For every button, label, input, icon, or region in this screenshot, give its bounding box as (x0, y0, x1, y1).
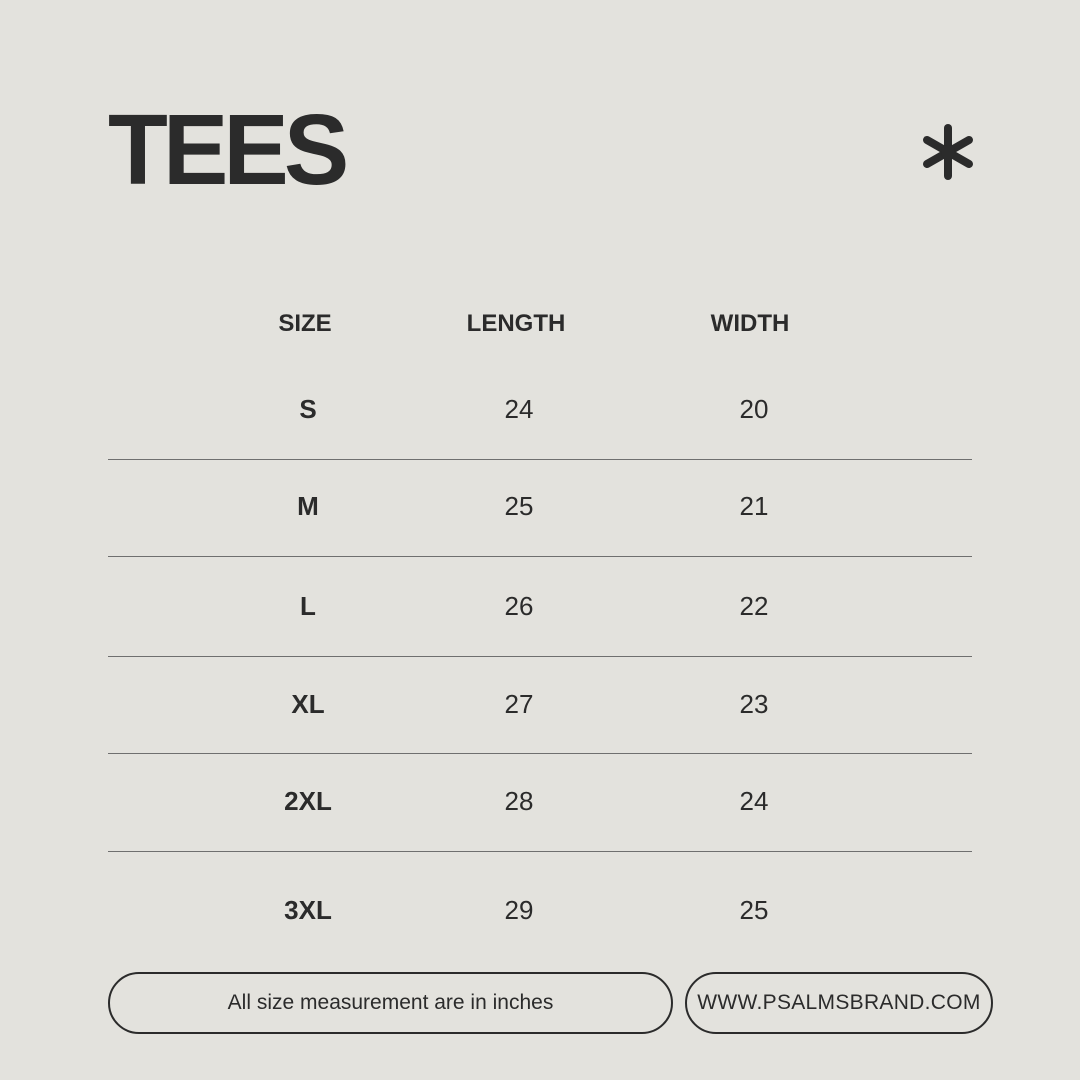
header-width: WIDTH (710, 310, 790, 337)
size-cell: M (297, 491, 319, 521)
row-divider (108, 753, 972, 754)
width-cell: 21 (739, 491, 769, 521)
size-cell: 3XL (284, 895, 332, 925)
width-cell: 25 (739, 895, 769, 925)
header-length: LENGTH (466, 310, 566, 337)
length-cell: 29 (504, 895, 534, 925)
row-divider (108, 556, 972, 557)
length-cell: 28 (504, 786, 534, 816)
page-title: TEES (108, 94, 345, 206)
asterisk-icon (920, 122, 976, 182)
size-cell: XL (291, 689, 325, 719)
website-link[interactable] (685, 972, 993, 1034)
row-divider (108, 851, 972, 852)
width-cell: 20 (739, 394, 769, 424)
row-divider (108, 459, 972, 460)
width-cell: 23 (739, 689, 769, 719)
width-cell: 24 (739, 786, 769, 816)
width-cell: 22 (739, 591, 769, 621)
row-divider (108, 656, 972, 657)
length-cell: 24 (504, 394, 534, 424)
length-cell: 26 (504, 591, 534, 621)
length-cell: 27 (504, 689, 534, 719)
measurement-note-text: All size measurement are in inches (227, 991, 554, 1014)
header-size: SIZE (278, 310, 332, 337)
size-cell: L (300, 591, 316, 621)
size-cell: S (299, 394, 317, 424)
website-link-text: WWW.PSALMSBRAND.COM (697, 991, 981, 1014)
length-cell: 25 (504, 491, 534, 521)
measurement-note (108, 972, 673, 1034)
size-cell: 2XL (284, 786, 332, 816)
